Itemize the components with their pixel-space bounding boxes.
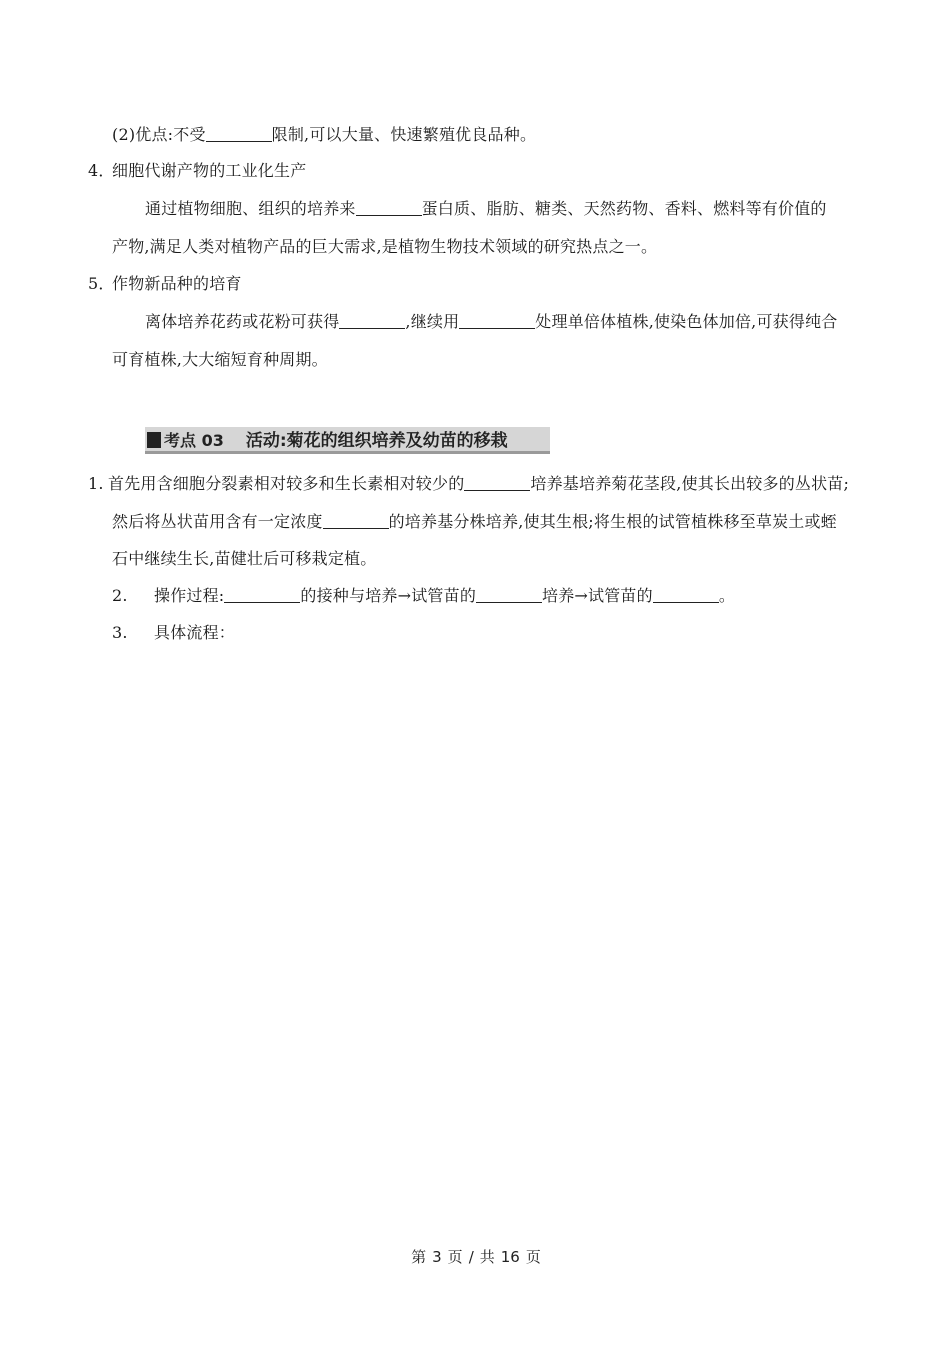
item-title: 作物新品种的培育 [112,274,242,293]
item-number: 4． [88,161,115,180]
item-4-line2: 产物,满足人类对植物产品的巨大需求,是植物生物技术领域的研究热点之一。 [112,237,658,256]
text: 通过植物细胞、组织的培养来 [145,199,356,218]
text: (2)优点:不受 [112,125,206,144]
text: 的培养基分株培养,使其生根;将生根的试管植株移至草炭土或蛭 [388,512,837,531]
point-1-line3: 石中继续生长,苗健壮后可移栽定植。 [112,549,377,568]
section-heading [145,427,550,454]
item-5-line1 [145,311,837,333]
point-2-line [112,585,735,607]
section-title: 活动:菊花的组织培养及幼苗的移栽 [245,431,508,451]
item-number: 1. [88,474,104,493]
text: 培养→试管苗的 [542,586,653,605]
footer-text: 共 [479,1248,495,1266]
page-footer [0,1246,952,1267]
item-5-heading [88,273,242,295]
fill-blank[interactable] [224,586,300,603]
footer-text: 页 [525,1248,541,1266]
item-title: 细胞代谢产物的工业化生产 [112,161,307,180]
current-page-number: 3 [432,1248,442,1266]
square-bullet-icon [147,432,161,448]
point-1-line2 [112,511,837,533]
item-number: 5． [88,274,115,293]
item-5-line2: 可育植株,大大缩短育种周期。 [112,350,328,369]
footer-text: 第 [411,1248,427,1266]
fill-blank[interactable] [206,125,272,142]
item-number: 3. [112,623,128,642]
point-3-line [112,622,235,644]
footer-text: 页 [447,1248,463,1266]
text: 首先用含细胞分裂素相对较多和生长素相对较少的 [108,474,465,493]
text: 限制,可以大量、快速繁殖优良品种。 [271,125,537,144]
fill-blank[interactable] [323,512,389,529]
text: 然后将丛状苗用含有一定浓度 [112,512,323,531]
item-number: 2. [112,586,128,605]
text: 蛋白质、脂肪、糖类、天然药物、香料、燃料等有价值的 [421,199,827,218]
text: 具体流程： [154,623,236,642]
text: 离体培养花药或花粉可获得 [145,312,340,331]
footer-separator: / [468,1248,474,1266]
section-label: 考点 03 [164,431,224,450]
fill-blank[interactable] [356,199,422,216]
fill-blank[interactable] [476,586,542,603]
fill-blank[interactable] [464,474,530,491]
text: 的接种与培养→试管苗的 [300,586,477,605]
fill-blank[interactable] [339,312,405,329]
text: 操作过程: [154,586,225,605]
text: ,继续用 [405,312,460,331]
text: 。 [718,586,736,605]
text: 培养基培养菊花茎段,使其长出较多的丛状苗; [530,474,850,493]
point-1-line1 [88,473,849,495]
item-4-heading [88,160,306,182]
advantage-line [112,124,536,146]
text: 处理单倍体植株,使染色体加倍,可获得纯合 [535,312,838,331]
fill-blank[interactable] [459,312,535,329]
fill-blank[interactable] [653,586,719,603]
total-page-number: 16 [500,1248,520,1266]
item-4-line1 [145,198,827,220]
